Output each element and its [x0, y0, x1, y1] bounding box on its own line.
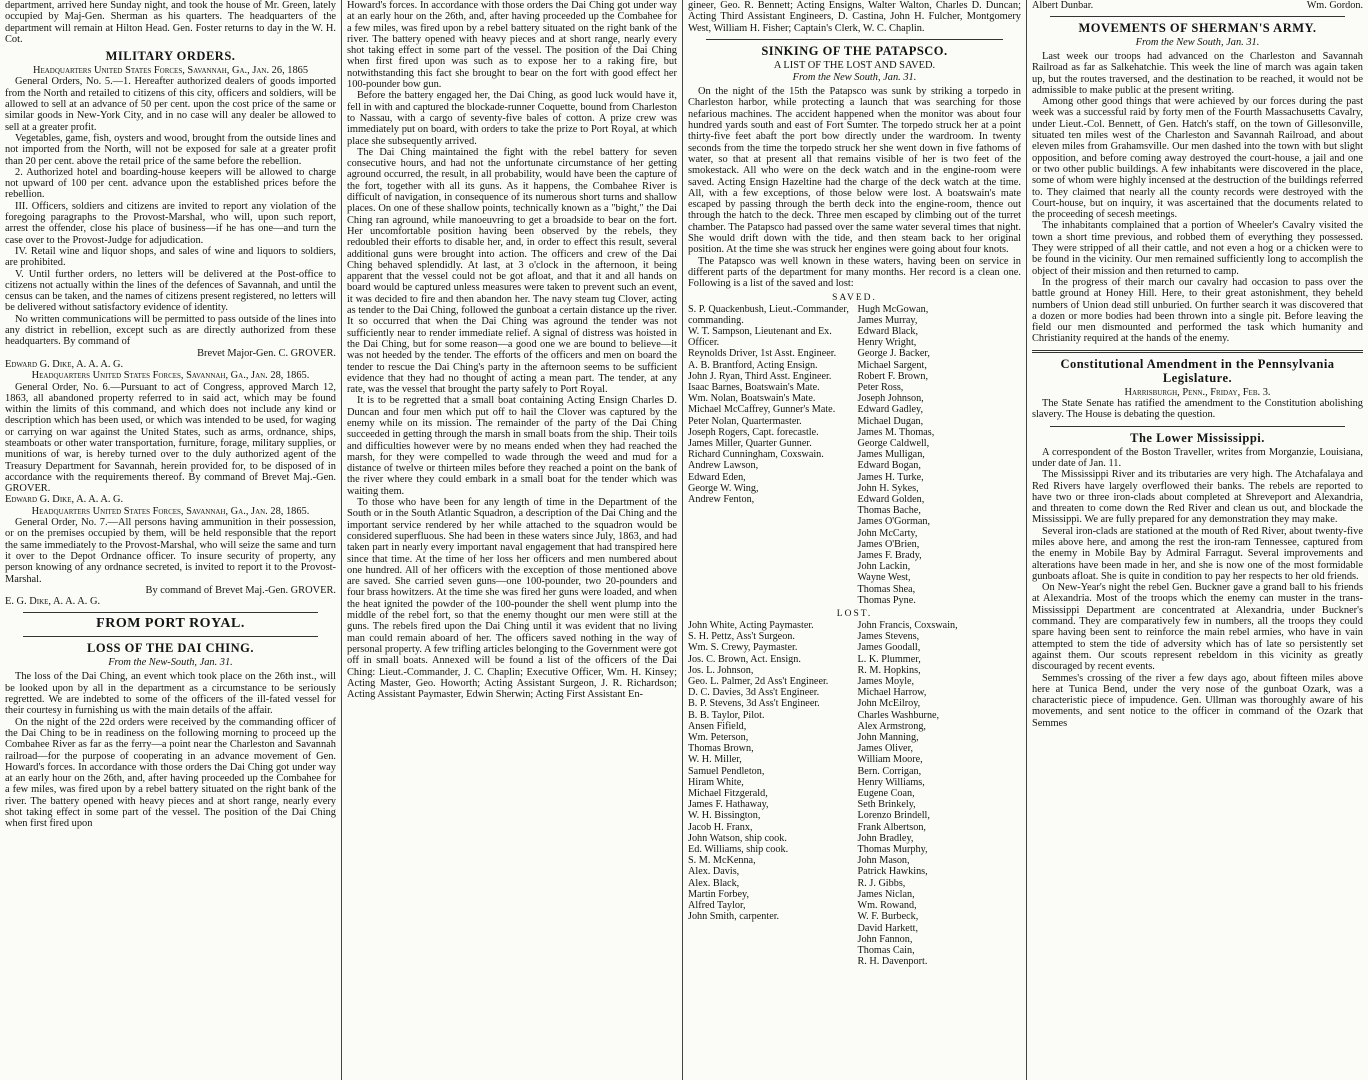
order-paragraph: III. Officers, soldiers and citizens are invited to report any violation of the foregoing paragraphs to the Provost-Marshal, who will, upon such report, arrest the offender, close his place of business—if he has one—and turn the case over to the Provost-Judge for adjudication.: [5, 200, 336, 246]
patapsco-headline: SINKING OF THE PATAPSCO.: [761, 43, 948, 58]
crew-name: James Miller, Quarter Gunner.: [688, 437, 812, 449]
crew-name: James F. Brady,: [857, 550, 922, 561]
crew-name: Patrick Hawkins,: [857, 866, 928, 878]
signature-line: E. G. Dike, A. A. A. G.: [5, 596, 101, 608]
saved-lists: [688, 304, 1021, 606]
article-paragraph: It is to be regretted that a small boat containing Acting Ensign Charles D. Duncan and four men which put off to hail the Clover was captured by the enemy while on its mission. The remainder of the party of the Dai Ching succeeded in getting through the marsh in small boats from the ship. Their toils and difficulties however were by no means ended when they had reached the marsh, for they were compelled to wade through the weed and mud for a distance of twelve or thirteen miles before they reached a point on the bank of the river where they could embark in a small boat for the tender which was waiting them.: [347, 395, 677, 497]
crew-name: Edward Bogan,: [857, 460, 921, 472]
crew-name: Eugene Coan,: [857, 788, 915, 800]
article-paragraph: A correspondent of the Boston Traveller, writes from Morganzie, Louisiana, under date of Jan. 11.: [1032, 446, 1363, 469]
crew-name: Thomas Pyne.: [857, 594, 916, 606]
order-paragraph: Vegetables, game, fish, oysters and wood, brought from the outside lines and not imported from the North, will not be exposed for sale at a greater profit than 20 per cent. above the retail price of the same before the rebellion.: [5, 132, 336, 167]
crew-name: David Harkett,: [857, 922, 919, 934]
article-source: From the New South, Jan. 31.: [792, 72, 917, 84]
intro-paragraph: department, arrived here Sunday night, and took the house of Mr. Green, lately occupied by Maj-Gen. Sherman as his quarters. The headquarters of the department will remain at Hilton Head. Gen. Foster returns to day in the W. H. Cot.: [5, 0, 336, 45]
crew-name: Hugh McGowan,: [857, 303, 929, 315]
crew-name: W. H. Miller,: [688, 754, 742, 766]
crew-name: Frank Albertson,: [857, 821, 926, 833]
crew-name: John Lackin,: [857, 561, 911, 573]
crew-name: S. M. McKenna,: [688, 855, 756, 867]
crew-name: Robert F. Brown,: [857, 370, 928, 382]
order-paragraph: General Order, No. 6.—Pursuant to act of Congress, approved March 12, 1863, all abandoned property referred to in said act, which may be found within the limits of this command, and which does not include any kind or description which has been used, or which was intended to be used, for waging or carrying on war against the United States, such as arms, ordnance, ships, steamboats or other water transportation, furniture, forage, military supplies, or munitions of war, is hereby turned over to the duly authorized agent of the Treasury Department for Savannah, herein provided for, to be disposed of in accordance with the requirements thereof. By command of Brevet Maj.-Gen. GROVER.: [5, 381, 336, 495]
divider: [23, 612, 318, 613]
crew-name: George J. Backer,: [857, 348, 930, 360]
crew-name: Jacob H. Franx,: [688, 821, 753, 833]
article-paragraph: The State Senate has ratified the amendment to the Constitution abolishing slavery. The House is debating the question.: [1032, 398, 1363, 421]
lost-list-right: [858, 620, 1022, 967]
crew-name: Alfred Taylor,: [688, 900, 746, 912]
crew-name: Michael Dugan,: [857, 415, 924, 427]
signature-line: Edward G. Dike, A. A. A. G.: [5, 494, 124, 506]
crew-name: Geo. L. Palmer, 2d Ass't Engineer.: [688, 676, 829, 688]
crew-name: W. F. Burbeck,: [857, 911, 919, 923]
crew-name: Edward Black,: [857, 325, 919, 337]
crew-name: John White, Acting Paymaster.: [688, 620, 814, 632]
dai-ching-headline: LOSS OF THE DAI CHING.: [87, 641, 254, 656]
divider: [706, 39, 1003, 40]
mississippi-headline: The Lower Mississippi.: [1130, 430, 1265, 445]
crew-name: B. B. Taylor, Pilot.: [688, 709, 765, 721]
crew-name: Edward Golden,: [857, 493, 925, 505]
crew-name: William Moore,: [857, 754, 923, 766]
crew-name: Seth Brinkely,: [857, 799, 916, 811]
crew-name: Edward Eden,: [688, 471, 746, 483]
crew-name: Martin Forbey,: [688, 888, 750, 900]
crew-name: Alex Armstrong,: [857, 720, 926, 732]
sherman-headline: MOVEMENTS OF SHERMAN'S ARMY.: [1078, 21, 1317, 35]
crew-name: R. H. Davenport.: [857, 956, 928, 968]
crew-name: Henry Wright,: [857, 337, 917, 349]
order-paragraph: V. Until further orders, no letters will be delivered at the Post-office to citizens not actually within the lines of the defences of Savannah, and until the census can be taken, and the names of citizens present registered, no letters will be delivered without satisfactory evidence of identity.: [5, 268, 336, 314]
divider: [1032, 350, 1363, 353]
article-paragraph: Last week our troops had advanced on the Charleston and Savannah Railroad as far as Salkehatchie. This week the line of march was again taken up, but the routes traversed, and the destination to be reached, it would not be admissible to make public at the present writing.: [1032, 51, 1363, 96]
saved-heading: SAVED.: [832, 292, 877, 303]
crew-name: Andrew Lawson,: [688, 460, 759, 472]
divider: [1050, 426, 1345, 427]
crew-name: Ed. Williams, ship cook.: [688, 844, 789, 856]
article-paragraph: The inhabitants complained that a portion of Wheeler's Cavalry visited the town a short time previous, and robbed them of everything they possessed. They were stripped of all their cattle, and not even a hog or a chicken were to be found in the vicinity. Our men remained sufficiently long to accomplish the object of their mission and then returned to camp.: [1032, 220, 1363, 277]
headquarters-line: Headquarters United States Forces, Savannah, Ga., Jan. 26, 1865: [32, 65, 309, 77]
crew-name: Wm. Peterson,: [688, 732, 749, 744]
article-paragraph: The Dai Ching maintained the fight with the rebel battery for seven consecutive hours, and had not the unfortunate circumstance of her getting aground occurred, the result, in all probability, would have been the capture of the fort, together with all its guns. As it happens, the Combahee River is difficult of navigation, in consequence of its numerous short turns and shallow places. On one of these shallow points, technically known as a "bight," the Dai Ching ran aground, while manoeuvring to get a broadside to bear on the fort. Her uncomfortable position having been observed by the rebels, they redoubled their efforts to disable her, and, in order to effect this result, several additional guns were brought into action. The officers and crew of the Dai Ching behaved splendidly. At last, at 3 o'clock in the afternoon, it being apparent that the vessel could not be got afloat, and that it and all hands on board would be captured unless measures were taken to prevent such an event, it was decided to fire and then abandon her. The navy steam tug Clover, acting as tender to the Dai Ching, followed the gunboat a certain distance up the river. It so occurred that when the Dai Ching was aground the tender was not sufficiently near to render immediate relief. A signal of distress was hoisted in the Dai Ching, but for some reason—a good one we are bound to believe—it was not heeded by the tender. The efforts of the officers and men on board the tender to rescue the Dai Ching's party in the afternoon seems to be sufficient evidence that they had no thought of acting a mean part. The tender, at any rate, was the vessel that brought the party safely to Port Royal.: [347, 146, 677, 396]
crew-name: Edward Gadley,: [857, 404, 924, 416]
article-paragraph: On the night of the 15th the Patapsco was sunk by striking a torpedo in Charleston harbor, while protecting a launch that was searching for those nefarious machines. The accident happened when the monitor was about four hundred yards south and east of Fort Sumter. The torpedo struck her at a point thirty-five feet abaft the port bow directly under the wardroom. In twenty seconds from the time the torpedo struck her she went down in five fathoms of water, so that at present all that remains visible of her is two feet of the smokestack. All who were on the deck watch and in the engine-room were saved. Acting Ensign Hazeltine had the charge of the deck watch at the time. All, with a few exceptions, of those below were lost. A boatswain's mate escaped by passing through the berth deck into the engine-room, thence out through the hatch to the deck. Three men escaped by climbing out of the turret chamber. The Patapsco had passed over the same water several times that night. She would drift down with the tide, and then steam back to her original position. At the time she was struck her engines were going about four knots.: [688, 86, 1021, 256]
article-paragraph: Before the battery engaged her, the Dai Ching, as good luck would have it, fell in with and captured the blockade-runner Coquette, bound from Charleston to Nassau, with a cargo of seventy-five bales of cotton. A prize crew was immediately put on board, with orders to take the prize to Port Royal, at which place she subsequently arrived.: [347, 90, 677, 147]
crew-name: R. J. Gibbs,: [857, 877, 906, 889]
crew-name: James H. Turke,: [857, 471, 924, 483]
crew-name: John J. Ryan, Third Asst. Engineer.: [688, 370, 832, 382]
crew-name: John Manning,: [857, 732, 919, 744]
column-3: [683, 0, 1026, 1080]
military-orders-headline: MILITARY ORDERS.: [105, 49, 236, 64]
crew-name: Michael Fitzgerald,: [688, 788, 768, 800]
article-source: From the New South, Jan. 31.: [1135, 37, 1260, 48]
crew-name: Wm. Nolan, Boatswain's Mate.: [688, 393, 816, 405]
name-entry: Wm. Gordon.: [1306, 0, 1363, 11]
signature-line: By command of Brevet Maj.-Gen. GROVER.: [145, 584, 336, 596]
crew-name: John Smith, carpenter.: [688, 911, 780, 923]
headquarters-line: Headquarters United States Forces, Savannah, Ga., Jan. 28, 1865.: [31, 505, 310, 517]
crew-name: John Francis, Coxswain,: [857, 620, 958, 632]
crew-name: Thomas Bache,: [857, 505, 921, 517]
column-2: [342, 0, 682, 1080]
crew-name: John Watson, ship cook.: [688, 832, 787, 844]
crew-name: Charles Washburne,: [857, 709, 940, 721]
order-paragraph: General Orders, No. 5.—1. Hereafter authorized dealers of goods imported from the North and retailed to citizens of this city, officers and soldiers, will be allowed to sell at an advance of 50 per cent. upon the cost price of the same or similar goods in New-York City, and in no case will any dealer be allowed to sell at a greater profit.: [5, 76, 336, 133]
amendment-headline: Constitutional Amendment in the Pennsylvania Legislature.: [1060, 356, 1335, 385]
crew-name: Jos. L. Johnson,: [688, 664, 754, 676]
signature-line: Brevet Major-Gen. C. GROVER.: [197, 347, 336, 359]
headquarters-line: Headquarters United States Forces, Savannah, Ga., Jan. 28, 1865.: [31, 370, 310, 382]
crew-name: James Stevens,: [857, 631, 920, 643]
crew-name: James Oliver,: [857, 743, 914, 755]
crew-name: Jos. C. Brown, Act. Ensign.: [688, 653, 801, 665]
crew-name: Reynolds Driver, 1st Asst. Engineer.: [688, 348, 837, 360]
order-paragraph: General Order, No. 7.—All persons having ammunition in their possession, or on the premises occupied by them, will be held responsible that the report the same immediately to the Provost-Marshal, who will seize the same and turn it over to the Depot Ordnance officer. To insure security of property, any person knowing of any ordnance secreted, is invited to report it to the Provost-Marshal.: [5, 517, 336, 585]
saved-list-right: [858, 304, 1022, 606]
crew-name: Wm. S. Crewy, Paymaster.: [688, 642, 798, 654]
crew-name: John Mason,: [857, 855, 910, 867]
lost-lists: [688, 620, 1021, 967]
column-4: [1027, 0, 1368, 1080]
divider: [1050, 16, 1345, 17]
article-paragraph: On New-Year's night the rebel Gen. Buckner gave a grand ball to his friends at Alexandria. Most of the troops which the enemy can muster in the trans-Mississippi Department are concentrated at Alexandria, under Buckner's command. They are comparatively few in numbers, all the troops they could spare having been sent to reinforce the main rebel armies, who have in vain attempted to stem the tide of adversity which has of late so persistently set against them. Our scouts represent rebeldom in this vicinity as greatly discouraged by recent events.: [1032, 582, 1363, 673]
crew-name: Ansen Fifield,: [688, 720, 747, 732]
crew-name: Michael Sargent,: [857, 359, 927, 371]
crew-name: Lorenzo Brindell,: [857, 810, 930, 822]
article-paragraph: Among other good things that were achieved by our forces during the past week was a successful raid by forty men of the Fourth Massachusetts Cavalry, under Lieut.-Col. Bennett, of Gen. Hatch's staff, on the town of Gillesonville, situated ten miles west of the Charleston and Savannah Railroad, and about eleven miles from Grahamsville. Our men dashed into the town with but slight opposition, and before coming away destroyed the court-house, a jail and one or two other public buildings. A few inhabitants were discovered in the place, some of whom were highly incensed at the destruction of the buildings referred to. They claimed that nearly all the county records were destroyed with the Court-house, but on inquiry, it was ascertained that the documents related to the proceeding of secesh meetings.: [1032, 96, 1363, 221]
crew-name: Thomas Cain,: [857, 944, 915, 956]
crew-name: George W. Wing,: [688, 482, 759, 494]
crew-name: Alex. Black,: [688, 877, 740, 889]
crew-name: Peter Nolan, Quartermaster.: [688, 415, 802, 427]
crew-name: Wayne West,: [857, 572, 911, 584]
crew-name: Hiram White,: [688, 776, 744, 788]
crew-name: James Murray,: [857, 314, 918, 326]
crew-name: John H. Sykes,: [857, 482, 919, 494]
crew-name: A. B. Brantford, Acting Ensign.: [688, 359, 818, 371]
crew-name: Isaac Barnes, Boatswain's Mate.: [688, 381, 820, 393]
crew-name: James O'Brien,: [857, 538, 920, 550]
lost-list-left: [688, 620, 852, 967]
crew-name: D. C. Davies, 3d Ass't Engineer.: [688, 687, 820, 699]
column-1: [0, 0, 341, 1080]
port-royal-headline: FROM PORT ROYAL.: [96, 616, 245, 632]
crew-name: R. M. Hopkins,: [857, 664, 921, 676]
crew-name: Alex. Davis,: [688, 866, 740, 878]
crew-name: Peter Ross,: [857, 381, 904, 393]
crew-name: James Goodall,: [857, 642, 921, 654]
crew-name: John McEilroy,: [857, 698, 921, 710]
dateline: Harrisburgh, Penn., Friday, Feb. 3.: [1124, 386, 1271, 398]
name-entry: Albert Dunbar.: [1032, 0, 1094, 11]
crew-name: Michael Harrow,: [857, 687, 927, 699]
patapsco-subheadline: A LIST OF THE LOST AND SAVED.: [773, 59, 936, 71]
crew-name: Michael McCaffrey, Gunner's Mate.: [688, 404, 836, 416]
crew-name: Andrew Fenton,: [688, 493, 755, 505]
top-names: [1032, 0, 1363, 11]
crew-name: L. K. Plummer,: [857, 653, 921, 665]
crew-name: James O'Gorman,: [857, 516, 931, 528]
article-source: From the New-South, Jan. 31.: [108, 657, 233, 669]
crew-name: W. T. Sampson, Lieutenant and Ex. Officer.: [688, 325, 832, 349]
article-paragraph: Howard's forces. In accordance with those orders the Dai Ching got under way at an early hour on the 26th, and, after having proceeded up the Combahee for a few miles, was fired upon by a rebel battery situated on the right bank of the river. The battery opened with heavy pieces and at short range, nearly every shot taking effect in some part of the vessel. The position of the Dai Ching when first fired upon was such as to expose her to a raking fire, but notwithstanding this fact she brought to bear on the fort with good effect her 100-pounder bow gun.: [347, 0, 677, 91]
signature-line: Edward G. Dike, A. A. A. G.: [5, 358, 124, 370]
crew-name: John Bradley,: [857, 832, 914, 844]
article-paragraph: Several iron-clads are stationed at the mouth of Red River, about twenty-five miles above here, and among the rest the iron-ram Tennessee, captured from the enemy in Mobile Bay by Admiral Farragut. Several improvements and alterations have been made in her, and she is now one of the most formidable gunboats afloat. She is quite in condition to pay her respects to her old friends.: [1032, 525, 1363, 582]
crew-name: S. H. Pettz, Ass't Surgeon.: [688, 631, 795, 643]
crew-name: George Caldwell,: [857, 437, 930, 449]
crew-name: Samuel Pendleton,: [688, 765, 765, 777]
crew-name: Bern. Corrigan,: [857, 765, 922, 777]
article-paragraph: Semmes's crossing of the river a few days ago, about fifteen miles above here at Tunica Bend, under the very nose of the gunboat Ozark, was a characteristic piece of impudence. Gen. Ullman was thoroughly aware of his movements, and sent notice to the officer in command of the Ozark that Semmes: [1032, 672, 1363, 729]
order-paragraph: IV. Retail wine and liquor shops, and sales of wine and liquors to soldiers, are prohibited.: [5, 245, 336, 269]
crew-name: James F. Hathaway,: [688, 799, 769, 811]
crew-name: Thomas Shea,: [857, 583, 916, 595]
article-paragraph: On the night of the 22d orders were received by the commanding officer of the Dai Ching to be in readiness on the following morning to proceed up the Combahee River as far as the ferry—a point near the Charleston and Savannah railroad—for the purpose of cooperating in an advance movement of Gen. Howard's forces. In accordance with those orders the Dai Ching got under way at an early hour on the 26th, and, after having proceeded up the Combahee for a few miles, was fired upon by a rebel battery situated on the right bank of the river. The battery opened with heavy pieces and at short range, nearly every shot taking effect in some part of the vessel. The position of the Dai Ching when first fired upon: [5, 716, 336, 830]
article-paragraph: To those who have been for any length of time in the Department of the South or in the South Atlantic Squadron, a description of the Dai Ching and the important service rendered by her while attached to the squadron would be considered superfluous. She had been in these waters since July, 1863, and had taken part in nearly every important naval engagement that had transpired here since that time. At the time of her loss her officers and men numbered about one hundred. All of her officers with the exception of those mentioned above are saved. She carried seven guns—one 100-pounder, two 20-pounders and four brass howitzers. At the time she was fired her guns were loaded, and when the heat ignited the powder of the 100-pounder the shell went plump into the middle of the rebel fort, so that the enemy thought our men were still at the guns. The rebels fired upon the Dai Ching until it was evident that no living man could remain aboard of her. The officers saved nothing in the way of personal property. A few trifling articles belonging to the Government were got off in small boats. Annexed will be found a list of the officers of the Dai Ching: Lieut.-Commander, J. C. Chaplin; Executive Officer, Wm. H. Kinsey; Acting Master, Geo. Howorth; Acting Assistant Surgeon, J. R. Richardson; Acting Assistant Paymaster, Edwin Sherwin; Acting First Assistant En-: [347, 497, 677, 701]
crew-name: Richard Cunningham, Coxswain.: [688, 449, 824, 461]
article-paragraph: The loss of the Dai Ching, an event which took place on the 26th inst., will be looked upon by all in the department as a circumstance to be seriously regretted. We are indebted to some of the officers of the ill-fated vessel for their courtesy in furnishing us with the main details of the affair.: [5, 671, 336, 717]
article-paragraph: In the progress of their march our cavalry had occasion to pass over the battle ground at Honey Hill. Here, to their great astonishment, they beheld numbers of Union dead still unburied. On further search it was discovered that a dozen or more bodies had been thrown into a single pit. Before leaving the field our men dismounted and performed the task which humanity and Christianity required at the hands of the enemy.: [1032, 276, 1363, 345]
divider: [23, 636, 318, 637]
order-paragraph: No written communications will be permitted to pass outside of the lines into any district in rebellion, except such as are directly authorized from these headquarters. By command of: [5, 313, 336, 348]
article-paragraph: The Mississippi River and its tributaries are very high. The Atchafalaya and Red Rivers have largely overflowed their banks. The rebels are reported to have two or three iron-clads about completed at Shreveport and Alexandria, and threaten to come down the Red River and clean us out, and blockade the Mississippi. We are fully prepared for any demonstration they may make.: [1032, 469, 1363, 526]
crew-name: B. P. Stevens, 3d Ass't Engineer.: [688, 698, 820, 710]
crew-name: Joseph Rogers, Capt. forecastle.: [688, 426, 819, 438]
crew-name: James Moyle,: [857, 676, 915, 688]
crew-name: James Mulligan,: [857, 449, 925, 461]
crew-name: Joseph Johnson,: [857, 393, 924, 405]
crew-name: John McCarty,: [857, 527, 918, 539]
crew-name: S. P. Quackenbush, Lieut.-Commander, commanding.: [688, 303, 849, 326]
lost-heading: LOST.: [836, 609, 873, 620]
crew-name: Wm. Rowand,: [857, 900, 917, 912]
crew-name: John Fannon,: [857, 933, 913, 945]
crew-name: Thomas Murphy,: [857, 844, 928, 856]
crew-name: Henry Williams,: [857, 776, 925, 788]
order-paragraph: 2. Authorized hotel and boarding-house keepers will be allowed to charge not upward of 100 per cent. advance upon the established prices before the rebellion.: [5, 166, 336, 201]
crew-name: Thomas Brown,: [688, 743, 754, 755]
crew-name: W. H. Bissington,: [688, 810, 761, 822]
crew-name: James Niclan,: [857, 888, 915, 900]
article-paragraph: gineer, Geo. R. Bennett; Acting Ensigns, Walter Walton, Charles D. Duncan; Acting Third Assistant Engineers, D. Castina, John H. Fulcher, Montgomery West, William H. Fisher; Captain's Clerk, W. C. Chaplin.: [688, 0, 1021, 34]
article-paragraph: The Patapsco was well known in these waters, having been on service in different parts of the department for many months. Her record is a clean one. Following is a list of the saved and lost:: [688, 255, 1021, 290]
saved-list-left: [688, 304, 852, 606]
crew-name: James M. Thomas,: [857, 426, 935, 438]
